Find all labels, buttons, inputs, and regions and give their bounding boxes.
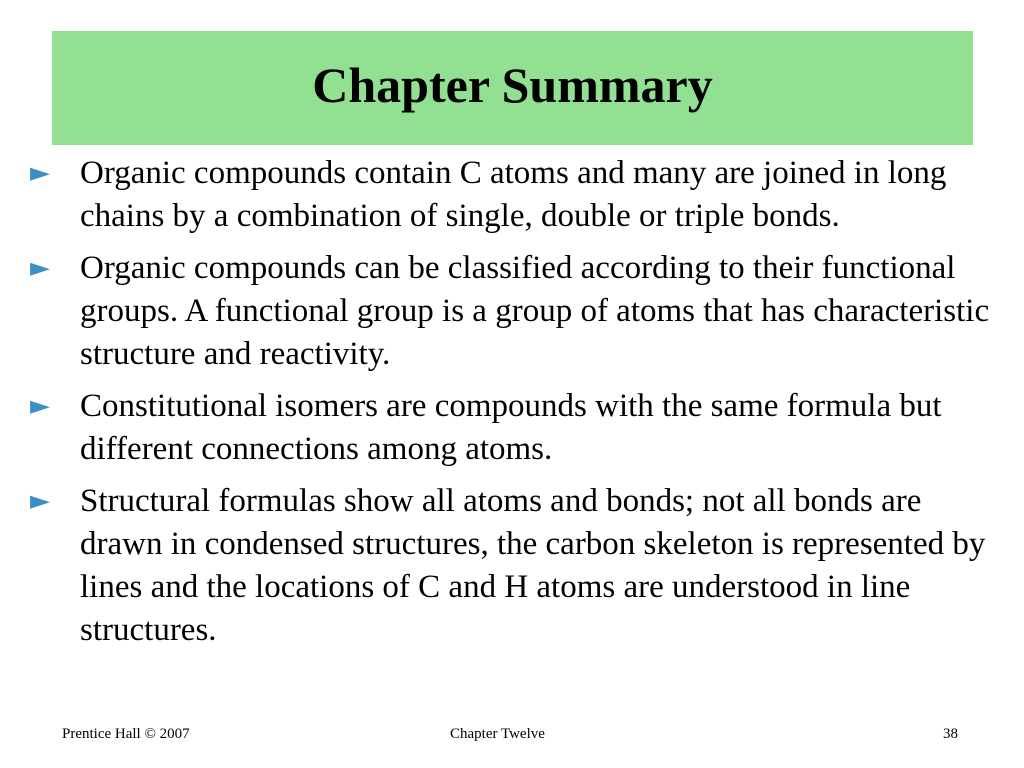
footer-chapter: Chapter Twelve (450, 726, 545, 742)
bullet-text: Structural formulas show all atoms and bonds; not all bonds are drawn in condensed structures, the carbon skeleton is represented by lines and the locations of C and H atoms are understood in line structures. (80, 483, 986, 648)
list-item (30, 385, 990, 471)
title-banner (52, 31, 973, 145)
list-item (30, 480, 990, 652)
bullet-text: Organic compounds can be classified according to their functional groups. A functional group is a group of atoms that has characteristic structure and reactivity. (80, 250, 990, 372)
bullet-arrow-icon: ► (30, 391, 50, 421)
page-number: 38 (943, 726, 958, 742)
slide-title: Chapter Summary (312, 57, 713, 113)
bullet-text: Constitutional isomers are compounds with the same formula but different connections among atoms. (80, 388, 942, 467)
footer-copyright: Prentice Hall © 2007 (62, 726, 190, 742)
list-item (30, 247, 990, 376)
list-item (30, 152, 990, 238)
bullet-arrow-icon: ► (30, 486, 50, 516)
bullet-text: Organic compounds contain C atoms and many are joined in long chains by a combination of single, double or triple bonds. (80, 155, 947, 234)
bullet-list (30, 152, 990, 661)
bullet-arrow-icon: ► (30, 158, 50, 188)
bullet-arrow-icon: ► (30, 253, 50, 283)
